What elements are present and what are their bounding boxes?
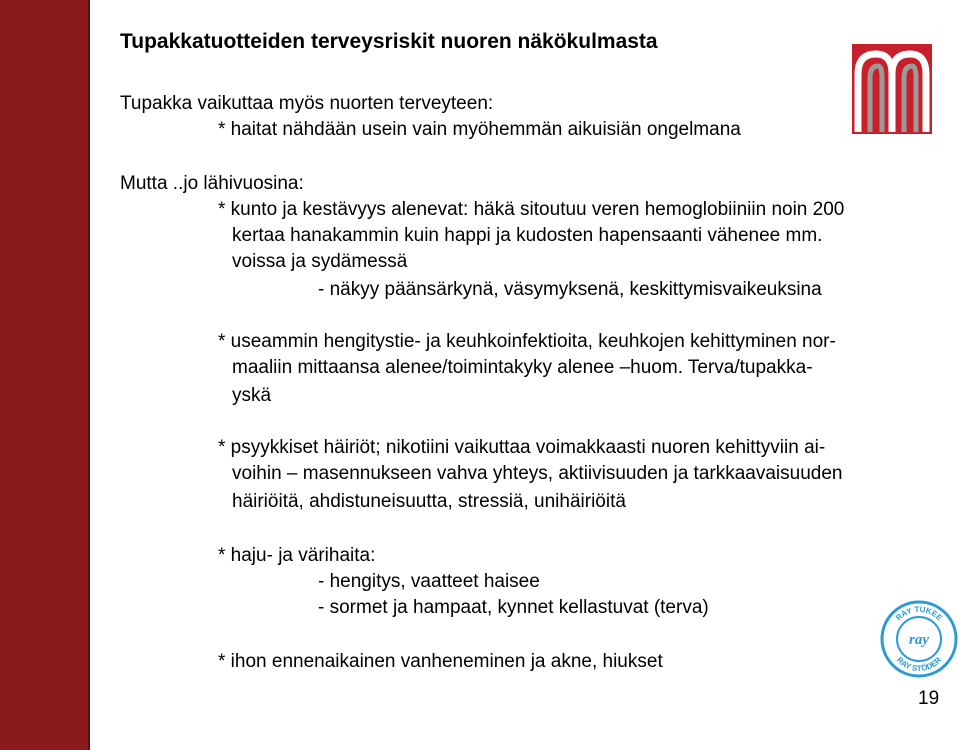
- body-line: häiriöitä, ahdistuneisuutta, stressiä, unihäiriöitä: [232, 491, 626, 512]
- body-line: - sormet ja hampaat, kynnet kellastuvat (terva): [318, 597, 709, 618]
- body-line: * psyykkiset häiriöt; nikotiini vaikuttaa voimakkaasti nuoren kehittyviin ai-: [218, 437, 826, 458]
- ray-logo: [880, 600, 958, 678]
- organization-logo: [852, 44, 932, 134]
- body-line: voihin – masennukseen vahva yhteys, aktiivisuuden ja tarkkaavaisuuden: [232, 463, 843, 484]
- body-line: maaliin mittaansa alenee/toimintakyky alenee –huom. Terva/tupakka-: [232, 357, 813, 378]
- slide-title: Tupakkatuotteiden terveysriskit nuoren näkökulmasta: [120, 30, 658, 53]
- page-number: 19: [918, 688, 940, 709]
- body-line: * haju- ja värihaita:: [218, 545, 376, 566]
- body-line: - hengitys, vaatteet haisee: [318, 571, 540, 592]
- body-line: voissa ja sydämessä: [232, 251, 408, 272]
- body-line: Mutta ..jo lähivuosina:: [120, 173, 304, 194]
- body-line: kertaa hanakammin kuin happi ja kudosten hapensaanti vähenee mm.: [232, 225, 823, 246]
- ray-ring-top-text: RAY TUKEE: [894, 604, 945, 623]
- body-line: - näkyy päänsärkynä, väsymyksenä, keskittymisvaikeuksina: [318, 279, 822, 300]
- body-line: yskä: [232, 385, 272, 406]
- body-line: * useammin hengitystie- ja keuhkoinfektioita, keuhkojen kehittyminen nor-: [218, 331, 836, 352]
- ray-ring-bottom-text: RAY STÖDER: [894, 655, 944, 674]
- sidebar-edge: [88, 0, 90, 750]
- left-sidebar-bar: [0, 0, 90, 750]
- body-line: * kunto ja kestävyys alenevat: häkä sitoutuu veren hemoglobiiniin noin 200: [218, 199, 845, 220]
- ray-center-text: ray: [909, 632, 929, 648]
- body-line: * haitat nähdään usein vain myöhemmän aikuisiän ongelmana: [218, 119, 741, 140]
- body-line: * ihon ennenaikainen vanheneminen ja akne, hiukset: [218, 651, 663, 672]
- body-line: Tupakka vaikuttaa myös nuorten terveyteen:: [120, 93, 494, 114]
